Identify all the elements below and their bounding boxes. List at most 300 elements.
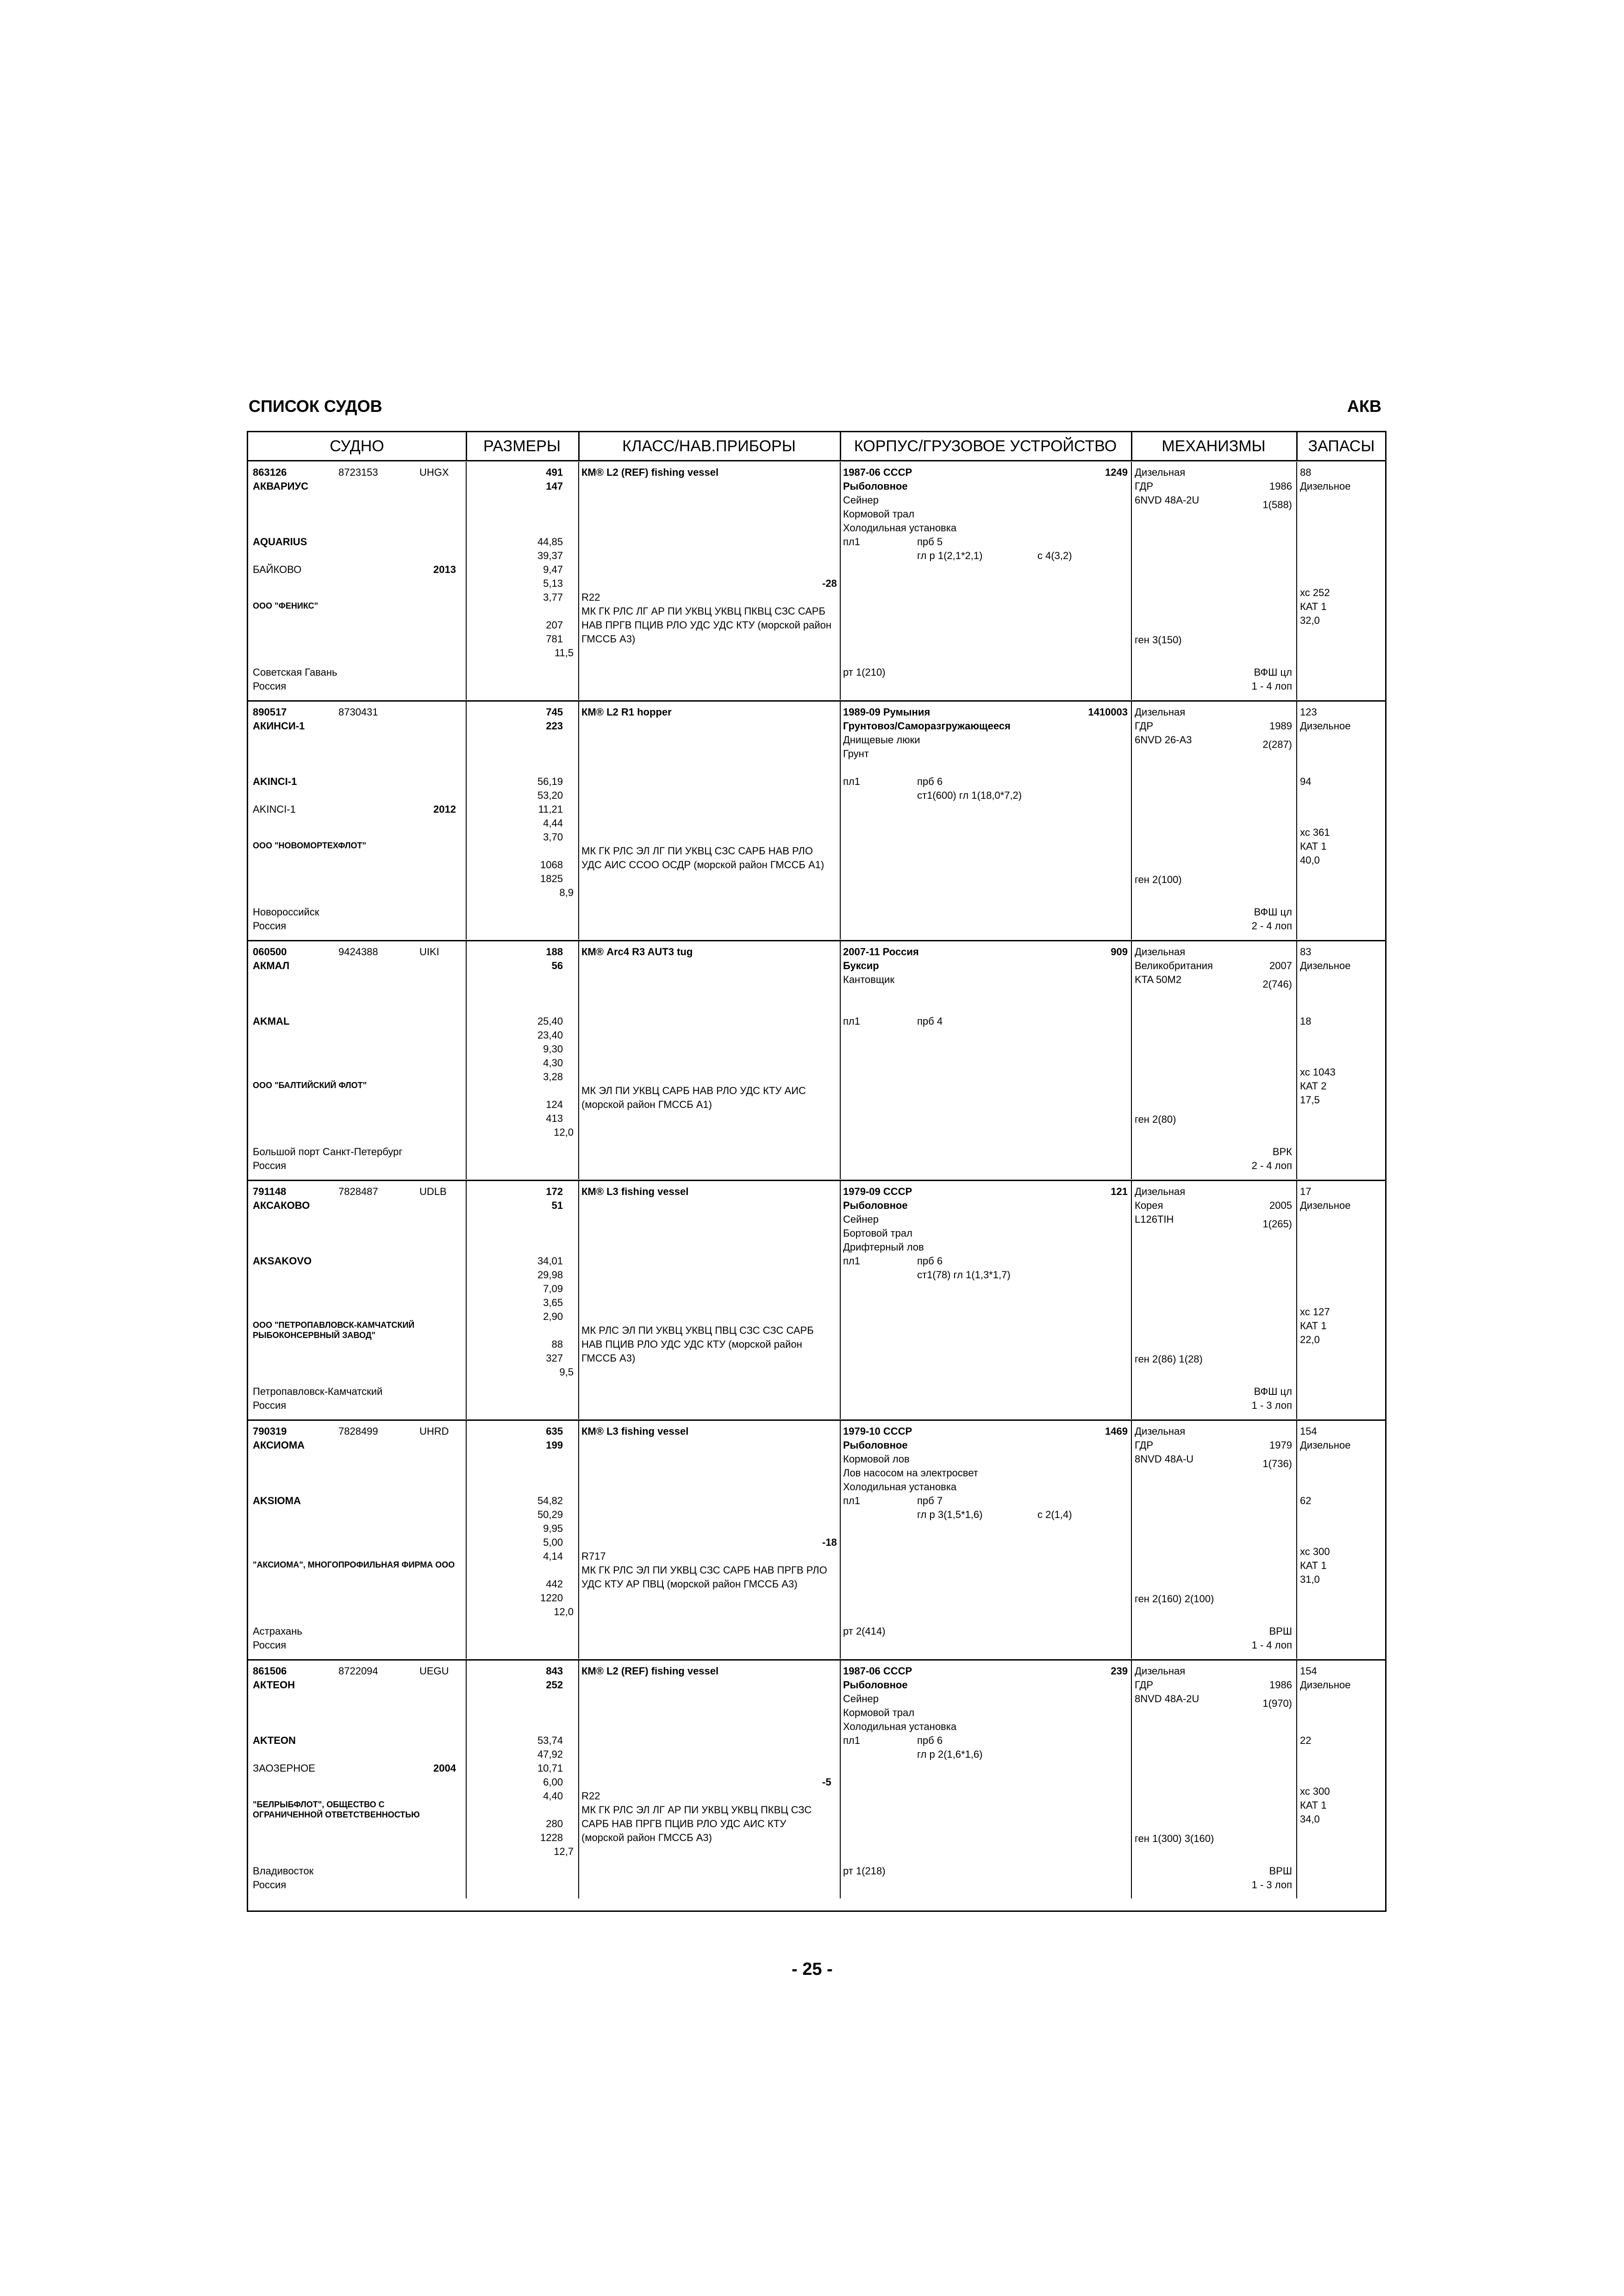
stock-category: КАТ 1	[1300, 1320, 1327, 1332]
flag-country: Россия	[253, 920, 287, 932]
reefer-capacity: рт 2(414)	[843, 1625, 886, 1637]
fuel-capacity: 17	[1300, 1186, 1312, 1197]
nav-equipment: МК ЭЛ ПИ УКВЦ САРБ НАВ РЛО УДС КТУ АИС (морской район ГМССБ А1)	[581, 1085, 806, 1110]
fuel-type: Дизельное	[1300, 480, 1351, 492]
dimension-value: 3,70	[543, 831, 563, 843]
stock-xc: хс 1043	[1300, 1066, 1336, 1078]
dimension-value: 223	[546, 720, 563, 732]
owner: ООО "ПЕТРОПАВЛОВСК-КАМЧАТСКИЙ РЫБОКОНСЕРВНЫЙ ЗАВОД"	[253, 1320, 415, 1340]
holds: пл1	[843, 1255, 860, 1267]
former-name-year: 2004	[433, 1762, 456, 1774]
engine-type: Дизельная	[1135, 467, 1186, 478]
propeller-blades: 1 - 4 лоп	[1251, 680, 1292, 692]
nav-equipment: МК ГК РЛС ЭЛ ПИ УКВЦ СЗС САРБ НАВ ПРГВ РЛО УДС КТУ АР ПВЦ (морской район ГМССБ А3)	[581, 1564, 827, 1590]
dimension-value: 1228	[540, 1832, 563, 1843]
engine-country: ГДР	[1135, 1679, 1154, 1691]
propeller: ВРК	[1272, 1146, 1292, 1157]
ships-table	[247, 431, 1387, 1912]
imo-number: 7828487	[338, 1186, 378, 1197]
engine-year: 1989	[1269, 720, 1292, 732]
yard-number: 121	[1111, 1186, 1128, 1197]
dimension-value: 11,21	[538, 803, 563, 815]
registry-number: 790319	[253, 1425, 287, 1437]
fuel-type: Дизельное	[1300, 960, 1351, 971]
ship-record	[248, 462, 1385, 703]
ship-name-latin: AKINCI-1	[253, 776, 297, 787]
column-divider	[1296, 702, 1297, 940]
col-hull: КОРПУС/ГРУЗОВОЕ УСТРОЙСТВО	[854, 437, 1117, 455]
fuel-capacity: 154	[1300, 1425, 1317, 1437]
stock-category: КАТ 1	[1300, 601, 1327, 612]
propeller: ВРШ	[1269, 1865, 1292, 1877]
nav-equipment: МК ГК РЛС ЛГ АР ПИ УКВЦ УКВЦ ПКВЦ СЗС САРБ НАВ ПРГВ ПЦИВ РЛО УДС УДС КТУ (морской район ГМССБ А3)	[581, 605, 832, 645]
page-title: СПИСОК СУДОВ	[249, 397, 382, 416]
engine-model: 6NVD 48A-2U	[1135, 494, 1199, 506]
col-dims: РАЗМЕРЫ	[483, 437, 561, 455]
home-port: Владивосток	[253, 1865, 314, 1877]
ship-record	[248, 702, 1385, 942]
secondary-stock: 18	[1300, 1015, 1312, 1027]
column-divider	[466, 462, 467, 700]
engine-year: 1986	[1269, 1679, 1292, 1691]
hull-line: Грунтовоз/Саморазгружающееся	[843, 720, 1011, 732]
dimension-value: 413	[546, 1113, 563, 1124]
hull-line: Рыболовное	[843, 1679, 908, 1691]
yard-number: 909	[1111, 946, 1128, 958]
column-divider	[578, 1661, 579, 1898]
ship-name-latin: AKMAL	[253, 1015, 290, 1027]
class-notation: КМ® L3 fishing vessel	[581, 1425, 689, 1437]
page-number: - 25 -	[792, 1960, 833, 1979]
dimension-value: 12,0	[554, 1606, 574, 1618]
dimension-value: 1220	[540, 1592, 563, 1604]
engine-year: 2007	[1269, 960, 1292, 971]
dimension-value: 1825	[540, 873, 563, 884]
dimension-value: 172	[546, 1186, 563, 1197]
dimension-value: 252	[546, 1679, 563, 1691]
dimension-value: 53,20	[537, 790, 563, 801]
cargo-gear: ст1(600) гл 1(18,0*7,2)	[917, 790, 1022, 801]
cargo-gear-extra: с 2(1,4)	[1037, 1509, 1072, 1520]
hull-line: Рыболовное	[843, 480, 908, 492]
holds: пл1	[843, 536, 860, 548]
propeller: ВФШ цл	[1254, 666, 1292, 678]
column-divider	[1131, 1661, 1132, 1898]
stock-category: КАТ 2	[1300, 1080, 1327, 1092]
propeller-blades: 2 - 4 лоп	[1251, 1160, 1292, 1171]
dimension-value: 56	[551, 960, 563, 971]
flag-country: Россия	[253, 1879, 287, 1891]
cargo-gear-extra: с 4(3,2)	[1037, 550, 1072, 561]
registry-number: 060500	[253, 946, 287, 958]
dimension-value: 635	[546, 1425, 563, 1437]
column-divider	[840, 702, 841, 940]
ship-name: АКМАЛ	[253, 960, 290, 971]
hull-line: Дрифтерный лов	[843, 1241, 924, 1253]
stock-category: КАТ 1	[1300, 1560, 1327, 1571]
generators: ген 3(150)	[1135, 634, 1182, 646]
engine-model: 8NVD 48A-U	[1135, 1453, 1194, 1465]
holds: пл1	[843, 776, 860, 787]
engine-country: ГДР	[1135, 480, 1154, 492]
dimension-value: 327	[546, 1352, 563, 1364]
ship-record	[248, 941, 1385, 1182]
trim-value: -18	[822, 1537, 837, 1548]
ship-name-latin: AKSAKOVO	[253, 1255, 312, 1267]
dimension-value: 9,30	[543, 1043, 563, 1055]
ship-name-latin: AKTEON	[253, 1735, 296, 1746]
flag-country: Россия	[253, 680, 287, 692]
hull-line: Рыболовное	[843, 1200, 908, 1211]
hull-line: Буксир	[843, 960, 879, 971]
engine-model: KTA 50M2	[1135, 974, 1182, 985]
owner: ООО "НОВОМОРТЕХФЛОТ"	[253, 841, 367, 850]
fuel-type: Дизельное	[1300, 720, 1351, 732]
registry-number: 861506	[253, 1665, 287, 1677]
engine-type: Дизельная	[1135, 1186, 1186, 1197]
dimension-value: 3,28	[543, 1071, 563, 1083]
yard-number: 1410003	[1088, 706, 1128, 718]
ship-name: АКВАРИУС	[253, 480, 309, 492]
call-sign: UIKI	[419, 946, 439, 958]
dimension-value: 442	[546, 1578, 563, 1590]
dimension-value: 781	[546, 633, 563, 645]
class-notation: КМ® L3 fishing vessel	[581, 1186, 689, 1197]
col-divider	[1131, 432, 1132, 461]
engine-power: 1(970)	[1262, 1698, 1292, 1709]
former-name: AKINCI-1	[253, 803, 296, 815]
call-sign: UDLB	[419, 1186, 447, 1197]
column-divider	[840, 941, 841, 1179]
dimension-value: 147	[546, 480, 563, 492]
engine-country: Великобритания	[1135, 960, 1213, 971]
former-name: ЗАОЗЕРНОЕ	[253, 1762, 315, 1774]
dimension-value: 124	[546, 1099, 563, 1110]
ship-name: АКСИОМА	[253, 1439, 305, 1451]
home-port: Петропавловск-Камчатский	[253, 1386, 383, 1397]
call-sign: UEGU	[419, 1665, 449, 1677]
col-divider	[840, 432, 841, 461]
hull-line: Лов насосом на электросвет	[843, 1467, 978, 1479]
former-name-year: 2012	[433, 803, 456, 815]
column-divider	[1296, 1661, 1297, 1898]
dimension-value: 5,13	[543, 578, 563, 589]
col-divider	[578, 432, 580, 461]
class-notation: КМ® L2 R1 hopper	[581, 706, 672, 718]
call-sign: UHRD	[419, 1425, 449, 1437]
dimension-value: 3,65	[543, 1297, 563, 1308]
engine-model: 8NVD 48A-2U	[1135, 1693, 1199, 1705]
column-divider	[578, 941, 579, 1179]
cargo-gear: ст1(78) гл 1(1,3*1,7)	[917, 1269, 1011, 1281]
stock-value: 32,0	[1300, 615, 1320, 626]
dimension-value: 2,90	[543, 1311, 563, 1322]
hold-detail: прб 6	[917, 1735, 943, 1746]
holds: пл1	[843, 1735, 860, 1746]
fuel-capacity: 83	[1300, 946, 1312, 958]
imo-number: 8722094	[338, 1665, 378, 1677]
class-note: R22	[581, 591, 600, 603]
fuel-type: Дизельное	[1300, 1200, 1351, 1211]
call-sign: UHGX	[419, 467, 449, 478]
col-divider	[466, 432, 467, 461]
dimension-value: 44,85	[537, 536, 563, 548]
column-divider	[578, 1421, 579, 1659]
column-divider	[466, 1421, 467, 1659]
stock-xc: хс 300	[1300, 1786, 1330, 1797]
stock-xc: хс 127	[1300, 1306, 1330, 1318]
dimension-value: 56,19	[537, 776, 563, 787]
fuel-capacity: 88	[1300, 467, 1312, 478]
engine-model: 6NVD 26-A3	[1135, 734, 1192, 746]
hold-detail: прб 6	[917, 776, 943, 787]
flag-country: Россия	[253, 1639, 287, 1651]
dimension-value: 6,00	[543, 1776, 563, 1788]
flag-country: Россия	[253, 1160, 287, 1171]
stock-xc: хс 361	[1300, 827, 1330, 838]
column-divider	[1131, 462, 1132, 700]
dimension-value: 25,40	[537, 1015, 563, 1027]
class-notation: КМ® Arc4 R3 AUT3 tug	[581, 946, 693, 958]
dimension-value: 12,7	[554, 1846, 574, 1857]
propeller: ВФШ цл	[1254, 1386, 1292, 1397]
hull-line: Холодильная установка	[843, 522, 957, 534]
trim-value: -5	[822, 1776, 831, 1788]
section-code: АКВ	[1347, 397, 1381, 416]
dimension-value: 8,9	[559, 887, 574, 898]
column-divider	[1131, 941, 1132, 1179]
secondary-stock: 94	[1300, 776, 1312, 787]
flag-country: Россия	[253, 1400, 287, 1411]
build-info: 1987-06 СССР	[843, 1665, 912, 1677]
imo-number: 7828499	[338, 1425, 378, 1437]
dimension-value: 88	[551, 1338, 563, 1350]
class-note: R22	[581, 1790, 600, 1802]
column-divider	[840, 462, 841, 700]
imo-number: 9424388	[338, 946, 378, 958]
hold-detail: прб 4	[917, 1015, 943, 1027]
propeller-blades: 2 - 4 лоп	[1251, 920, 1292, 932]
reefer-capacity: рт 1(218)	[843, 1865, 886, 1877]
imo-number: 8730431	[338, 706, 378, 718]
stock-value: 17,5	[1300, 1094, 1320, 1106]
column-divider	[1131, 1421, 1132, 1659]
yard-number: 239	[1111, 1665, 1128, 1677]
column-divider	[1296, 462, 1297, 700]
fuel-type: Дизельное	[1300, 1679, 1351, 1691]
generators: ген 1(300) 3(160)	[1135, 1833, 1214, 1844]
stock-value: 31,0	[1300, 1574, 1320, 1585]
hold-detail: прб 7	[917, 1495, 943, 1506]
dimension-value: 4,30	[543, 1057, 563, 1069]
ship-record	[248, 1181, 1385, 1422]
build-info: 1979-09 СССР	[843, 1186, 912, 1197]
dimension-value: 745	[546, 706, 563, 718]
dimension-value: 11,5	[554, 647, 574, 659]
class-notation: КМ® L2 (REF) fishing vessel	[581, 1665, 719, 1677]
nav-equipment: МК ГК РЛС ЭЛ ЛГ АР ПИ УКВЦ УКВЦ ПКВЦ СЗС САРБ НАВ ПРГВ ПЦИВ РЛО УДС АИС КТУ (морской район ГМССБ А3)	[581, 1804, 812, 1843]
generators: ген 2(86) 1(28)	[1135, 1353, 1203, 1365]
fuel-capacity: 123	[1300, 706, 1317, 718]
column-divider	[466, 1181, 467, 1419]
dimension-value: 4,14	[543, 1550, 563, 1562]
hull-line: Кормовой лов	[843, 1453, 910, 1465]
propeller-blades: 1 - 3 лоп	[1251, 1400, 1292, 1411]
dimension-value: 199	[546, 1439, 563, 1451]
engine-power: 1(736)	[1262, 1458, 1292, 1469]
registry-number: 863126	[253, 467, 287, 478]
col-class: КЛАСС/НАВ.ПРИБОРЫ	[622, 437, 796, 455]
registry-number: 791148	[253, 1186, 287, 1197]
dimension-value: 9,47	[543, 564, 563, 575]
engine-country: ГДР	[1135, 1439, 1154, 1451]
owner: "АКСИОМА", МНОГОПРОФИЛЬНАЯ ФИРМА ООО	[253, 1560, 455, 1569]
engine-type: Дизельная	[1135, 1665, 1186, 1677]
column-divider	[466, 1661, 467, 1898]
ship-name: АКСАКОВО	[253, 1200, 310, 1211]
dimension-value: 51	[551, 1200, 563, 1211]
engine-model: L126TIH	[1135, 1213, 1174, 1225]
dimension-value: 54,82	[537, 1495, 563, 1506]
ship-name-latin: AKSIOMA	[253, 1495, 301, 1506]
reefer-capacity: рт 1(210)	[843, 666, 886, 678]
engine-country: Корея	[1135, 1200, 1163, 1211]
fuel-type: Дизельное	[1300, 1439, 1351, 1451]
column-divider	[1296, 1181, 1297, 1419]
class-note: R717	[581, 1550, 606, 1562]
engine-power: 1(265)	[1262, 1218, 1292, 1230]
dimension-value: 39,37	[537, 550, 563, 561]
owner: "БЕЛРЫБФЛОТ", ОБЩЕСТВО С ОГРАНИЧЕННОЙ ОТВЕТСТВЕННОСТЬЮ	[253, 1800, 420, 1819]
engine-year: 2005	[1269, 1200, 1292, 1211]
engine-type: Дизельная	[1135, 1425, 1186, 1437]
column-divider	[1131, 1181, 1132, 1419]
column-divider	[1296, 941, 1297, 1179]
ship-record	[248, 1421, 1385, 1661]
propeller-blades: 1 - 4 лоп	[1251, 1639, 1292, 1651]
dimension-value: 188	[546, 946, 563, 958]
hull-line: Сейнер	[843, 1693, 879, 1705]
hull-line: Сейнер	[843, 494, 879, 506]
dimension-value: 207	[546, 619, 563, 631]
yard-number: 1249	[1105, 467, 1128, 478]
dimension-value: 843	[546, 1665, 563, 1677]
ship-name: АКТЕОН	[253, 1679, 295, 1691]
cargo-gear: гл р 2(1,6*1,6)	[917, 1748, 983, 1760]
ship-record	[248, 1661, 1385, 1901]
dimension-value: 9,5	[559, 1366, 574, 1378]
cargo-gear: гл р 1(2,1*2,1)	[917, 550, 983, 561]
yard-number: 1469	[1105, 1425, 1128, 1437]
engine-power: 2(746)	[1262, 978, 1292, 990]
ship-name: АКИНСИ-1	[253, 720, 305, 732]
hull-line: Холодильная установка	[843, 1481, 957, 1493]
hull-line: Холодильная установка	[843, 1721, 957, 1732]
column-divider	[466, 702, 467, 940]
hull-line: Кантовщик	[843, 974, 894, 985]
engine-country: ГДР	[1135, 720, 1154, 732]
nav-equipment: МК ГК РЛС ЭЛ ЛГ ПИ УКВЦ СЗС САРБ НАВ РЛО УДС АИС ССОО ОСДР (морской район ГМССБ А1)	[581, 845, 824, 871]
generators: ген 2(160) 2(100)	[1135, 1593, 1214, 1605]
hold-detail: прб 5	[917, 536, 943, 548]
secondary-stock: 62	[1300, 1495, 1312, 1506]
dimension-value: 7,09	[543, 1283, 563, 1294]
hull-line: Днищевые люки	[843, 734, 920, 746]
column-divider	[578, 462, 579, 700]
propeller-blades: 1 - 3 лоп	[1251, 1879, 1292, 1891]
dimension-value: 12,0	[554, 1126, 574, 1138]
stock-xc: хс 300	[1300, 1546, 1330, 1557]
generators: ген 2(80)	[1135, 1114, 1176, 1125]
engine-type: Дизельная	[1135, 946, 1186, 958]
dimension-value: 4,44	[543, 817, 563, 829]
fuel-capacity: 154	[1300, 1665, 1317, 1677]
holds: пл1	[843, 1015, 860, 1027]
propeller: ВФШ цл	[1254, 906, 1292, 918]
dimension-value: 50,29	[537, 1509, 563, 1520]
engine-power: 1(588)	[1262, 499, 1292, 510]
dimension-value: 4,40	[543, 1790, 563, 1802]
trim-value: -28	[822, 578, 837, 589]
build-info: 2007-11 Россия	[843, 946, 919, 958]
dimension-value: 280	[546, 1818, 563, 1829]
dimension-value: 491	[546, 467, 563, 478]
hull-line: Грунт	[843, 748, 869, 759]
cargo-gear: гл р 3(1,5*1,6)	[917, 1509, 983, 1520]
engine-power: 2(287)	[1262, 739, 1292, 750]
build-info: 1987-06 СССР	[843, 467, 912, 478]
hold-detail: прб 6	[917, 1255, 943, 1267]
registry-number: 890517	[253, 706, 287, 718]
dimension-value: 10,71	[537, 1762, 563, 1774]
dimension-value: 5,00	[543, 1537, 563, 1548]
propeller: ВРШ	[1269, 1625, 1292, 1637]
column-divider	[1296, 1421, 1297, 1659]
hull-line: Рыболовное	[843, 1439, 908, 1451]
column-divider	[466, 941, 467, 1179]
col-stock: ЗАПАСЫ	[1308, 437, 1375, 455]
stock-category: КАТ 1	[1300, 1799, 1327, 1811]
dimension-value: 1068	[540, 859, 563, 871]
home-port: Астрахань	[253, 1625, 302, 1637]
stock-value: 34,0	[1300, 1813, 1320, 1825]
engine-type: Дизельная	[1135, 706, 1186, 718]
dimension-value: 29,98	[537, 1269, 563, 1281]
secondary-stock: 22	[1300, 1735, 1312, 1746]
column-divider	[578, 702, 579, 940]
home-port: Новороссийск	[253, 906, 319, 918]
column-divider	[1131, 702, 1132, 940]
home-port: Большой порт Санкт-Петербург	[253, 1146, 403, 1157]
column-divider	[840, 1181, 841, 1419]
stock-xc: хс 252	[1300, 587, 1330, 598]
owner: ООО "ФЕНИКС"	[253, 601, 319, 610]
stock-value: 22,0	[1300, 1334, 1320, 1345]
hull-line: Бортовой трал	[843, 1227, 912, 1239]
dimension-value: 53,74	[537, 1735, 563, 1746]
dimension-value: 34,01	[537, 1255, 563, 1267]
former-name: БАЙКОВО	[253, 564, 302, 575]
col-ship: СУДНО	[330, 437, 384, 455]
dimension-value: 23,40	[537, 1029, 563, 1041]
stock-category: КАТ 1	[1300, 840, 1327, 852]
col-mech: МЕХАНИЗМЫ	[1162, 437, 1266, 455]
owner: ООО "БАЛТИЙСКИЙ ФЛОТ"	[253, 1081, 367, 1090]
ship-name-latin: AQUARIUS	[253, 536, 307, 548]
nav-equipment: МК РЛС ЭЛ ПИ УКВЦ УКВЦ ПВЦ СЗС СЗС САРБ НАВ ПЦИВ РЛО УДС УДС КТУ (морской район ГМССБ А3)	[581, 1325, 814, 1364]
engine-year: 1979	[1269, 1439, 1292, 1451]
build-info: 1989-09 Румыния	[843, 706, 931, 718]
